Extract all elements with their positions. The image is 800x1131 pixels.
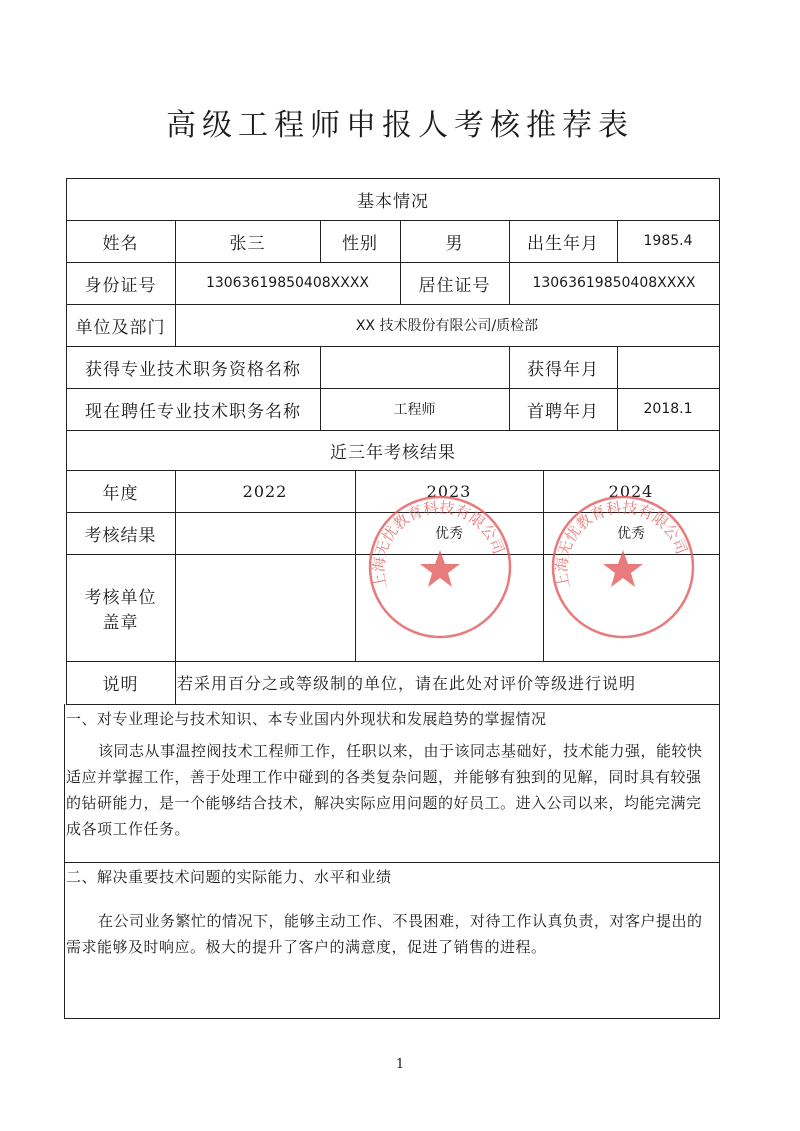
year-2023: 2023: [426, 481, 472, 501]
stamp-label-line1: 考核单位: [84, 587, 157, 608]
gender-label: 性别: [342, 233, 378, 254]
stamp-label-line2: 盖章: [102, 612, 139, 633]
current-title-label: 现在聘任专业技术职务名称: [85, 401, 301, 422]
name-value: 张三: [229, 233, 266, 254]
result-label: 考核结果: [84, 525, 157, 546]
year-2022: 2022: [242, 481, 288, 501]
residence-value: 13063619850408XXXX: [532, 275, 696, 291]
unit-value: XX 技术股份有限公司/质检部: [355, 318, 539, 334]
result-2023: 优秀: [435, 526, 463, 542]
note-value: 若采用百分之或等级制的单位，请在此处对评价等级进行说明: [177, 674, 637, 693]
residence-label: 居住证号: [418, 275, 491, 296]
seal-text: 上海无忧教育科技有限公司: [552, 498, 691, 590]
part1-line2: 适应并掌握工作，善于处理工作中碰到的各类复杂问题，并能够有独到的见解，同时具有较强: [66, 768, 702, 786]
id-value: 13063619850408XXXX: [205, 275, 370, 291]
year-2024: 2024: [608, 481, 654, 501]
id-label: 身份证号: [84, 275, 157, 296]
rule-right: [719, 178, 720, 1018]
rule-left-lower: [64, 704, 65, 1018]
stamp-label: [66, 554, 175, 661]
note-label: 说明: [102, 675, 139, 695]
year-label: 年度: [102, 483, 139, 504]
part1-line3: 的钻研能力，是一个能够结合技术，解决实际应用问题的好员工。进入公司以来，均能完满完: [66, 794, 702, 812]
birth-label: 出生年月: [527, 233, 599, 254]
part1-line1: 该同志从事温控阀技术工程师工作，任职以来，由于该同志基础好，技术能力强，能较快: [98, 742, 703, 760]
page-number: 1: [395, 1057, 405, 1072]
rule-bottom: [64, 1018, 720, 1019]
first-hire-value: 2018.1: [643, 401, 693, 417]
result-2022: [175, 512, 355, 554]
birth-value: 1985.4: [643, 233, 693, 249]
obtained-value: [617, 346, 719, 388]
part2-heading: 二、解决重要技术问题的实际能力、水平和业绩: [66, 868, 392, 886]
basic-section-title: 基本情况: [357, 191, 429, 212]
first-hire-label: 首聘年月: [527, 401, 599, 422]
name-label: 姓名: [102, 233, 139, 254]
result-2024: 优秀: [617, 526, 645, 542]
qualification-label: 获得专业技术职务资格名称: [85, 359, 301, 380]
gender-value: 男: [445, 233, 464, 254]
rule-part1: [64, 862, 720, 863]
obtained-label: 获得年月: [527, 359, 599, 380]
part2-line2: 需求能够及时响应。极大的提升了客户的满意度，促进了销售的进程。: [66, 938, 547, 956]
part1-heading: 一、对专业理论与技术知识、本专业国内外现状和发展趋势的掌握情况: [66, 710, 547, 728]
current-title-value: 工程师: [393, 402, 436, 418]
rule-note: [66, 704, 720, 705]
assessment-section-title: 近三年考核结果: [330, 442, 456, 463]
qualification-value: [320, 346, 509, 388]
seal-text: 上海无忧教育科技有限公司: [369, 498, 508, 590]
part2-line1: 在公司业务繁忙的情况下，能够主动工作、不畏困难，对待工作认真负责，对客户提出的: [98, 912, 703, 930]
part1-line4: 成各项工作任务。: [66, 820, 191, 838]
unit-label: 单位及部门: [75, 317, 166, 338]
form-title: 高级工程师申报人考核推荐表: [166, 108, 634, 143]
